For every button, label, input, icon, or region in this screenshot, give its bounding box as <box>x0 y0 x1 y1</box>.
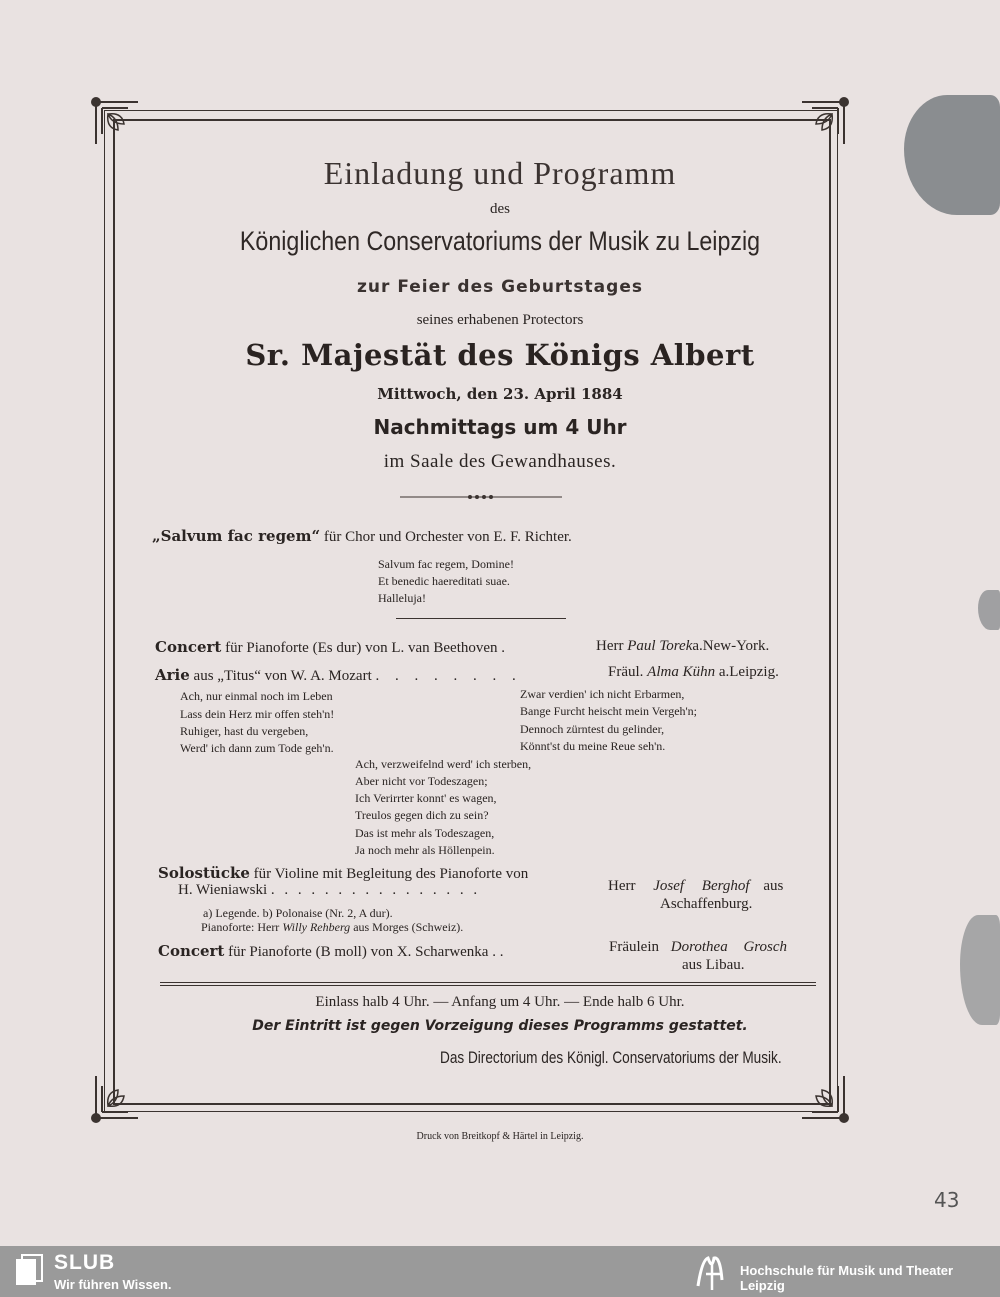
lyric-line: Ach, verzweifelnd werd' ich sterben, <box>355 757 532 771</box>
salvum-title: „Salvum fac regem“ <box>152 527 321 545</box>
leader-dots: . . . . . . . . . . . . . . . . <box>270 882 481 898</box>
concert1-desc: für Pianoforte (Es dur) von L. van Beethoven . <box>225 640 506 656</box>
event-venue: im Saale des Gewandhauses. <box>383 451 617 472</box>
concert2-performer <box>609 939 787 956</box>
hmt-name[interactable]: Hochschule für Musik und Theater Leipzig <box>740 1263 954 1293</box>
institution-name: Königlichen Conservatoriums der Musik zu Leipzig <box>239 226 761 256</box>
program-item-concert-beethoven <box>155 638 505 657</box>
concert1-performer <box>596 638 769 655</box>
solo-pieces: a) Legende. b) Polonaise (Nr. 2, A dur). <box>203 906 393 920</box>
performer-prefix: Herr <box>608 878 636 894</box>
entry-note: Der Eintritt ist gegen Vorzeigung dieses Programms gestattet. <box>252 1018 748 1034</box>
concert2-desc: für Pianoforte (B moll) von X. Scharwenka . . <box>228 944 504 960</box>
lyric-line: Dennoch zürntest du gelinder, <box>520 722 665 736</box>
accomp-name: Willy Rehberg <box>282 920 351 934</box>
performer-name: Josef Berghof <box>653 878 750 894</box>
admission-times: Einlass halb 4 Uhr. — Anfang um 4 Uhr. — Ende halb 6 Uhr. <box>315 994 685 1010</box>
performer-prefix: Herr <box>596 638 624 654</box>
event-date: Mittwoch, den 23. April 1884 <box>377 385 623 403</box>
slub-name[interactable]: SLUB <box>54 1251 116 1274</box>
concert2-title: Concert <box>158 942 225 960</box>
salvum-desc: für Chor und Orchester von E. F. Richter. <box>323 529 572 545</box>
concert1-title: Concert <box>155 638 222 656</box>
arie-title: Arie <box>155 666 190 684</box>
lyric-line: Ich Verirrter konnt' es wagen, <box>355 791 497 805</box>
hmt-logo-icon[interactable] <box>692 1250 732 1294</box>
concert2-performer-city: aus Libau. <box>682 957 745 973</box>
program-item-solo <box>158 864 528 883</box>
arie-performer <box>608 664 779 681</box>
printer-imprint: Druck von Breitkopf & Härtel in Leipzig. <box>416 1131 584 1142</box>
solo-title: Solostücke <box>158 864 250 882</box>
salvum-line: Salvum fac regem, Domine! <box>378 557 514 571</box>
accomp-prefix: Pianoforte: Herr <box>201 920 280 934</box>
section-divider <box>396 618 566 619</box>
page-number: 43 <box>934 1188 960 1212</box>
corner-ornament-icon <box>794 1068 852 1126</box>
lyric-line: Das ist mehr als Todeszagen, <box>355 826 495 840</box>
performer-name: Alma Kühn <box>647 664 716 680</box>
performer-suffix: a.New-York. <box>692 638 770 654</box>
heading-des: des <box>490 201 510 217</box>
solo-performer-city: Aschaffenburg. <box>660 896 753 912</box>
lyric-line: Lass dein Herz mir offen steh'n! <box>180 707 335 721</box>
corner-ornament-icon <box>794 94 852 152</box>
leader-dots: . . . . . . . . <box>375 668 522 684</box>
paper-stain <box>978 590 1000 630</box>
corner-ornament-icon <box>88 94 146 152</box>
footer-divider <box>160 982 816 983</box>
lyric-line: Ruhiger, hast du vergeben, <box>180 724 309 738</box>
solo-composer: H. Wieniawski <box>178 882 268 898</box>
lyric-line: Werd' ich dann zum Tode geh'n. <box>180 741 334 755</box>
solo-composer-line <box>178 882 480 899</box>
occasion-line: zur Feier des Geburtstages <box>357 277 643 297</box>
performer-name: Dorothea Grosch <box>670 939 788 955</box>
signature-line: Das Directorium des Königl. Conservatoriums der Musik. <box>440 1048 782 1067</box>
salvum-line: Halleluja! <box>378 591 426 605</box>
performer-name: Paul Torek <box>627 638 693 654</box>
lyric-line: Zwar verdien' ich nicht Erbarmen, <box>520 687 685 701</box>
lyric-line: Aber nicht vor Todeszagen; <box>355 774 488 788</box>
accomp-suffix: aus Morges (Schweiz). <box>353 920 464 934</box>
lyric-line: Ja noch mehr als Höllenpein. <box>355 843 495 857</box>
solo-performer <box>608 878 783 895</box>
performer-suffix: a.Leipzig. <box>718 664 779 680</box>
event-time: Nachmittags um 4 Uhr <box>373 415 627 439</box>
program-item-salvum <box>152 527 572 546</box>
footer-divider <box>160 985 816 986</box>
program-item-arie <box>155 666 522 685</box>
salvum-line: Et benedic haereditati suae. <box>378 574 510 588</box>
lyric-line: Bange Furcht heischt mein Vergeh'n; <box>520 704 698 718</box>
performer-prefix: Fräul. <box>608 664 644 680</box>
solo-accompanist <box>201 920 463 935</box>
protector-intro: seines erhabenen Protectors <box>416 312 584 328</box>
performer-suffix: aus <box>763 878 784 894</box>
corner-ornament-icon <box>88 1068 146 1126</box>
lyric-line: Könnt'st du meine Reue seh'n. <box>520 739 666 753</box>
bottom-bar <box>0 1246 1000 1297</box>
lyric-line: Ach, nur einmal noch im Leben <box>180 689 333 703</box>
solo-desc: für Violine mit Begleitung des Pianoforte von <box>253 866 529 882</box>
divider-ornament-icon <box>400 494 562 500</box>
program-item-concert-scharwenka <box>158 942 503 961</box>
performer-prefix: Fräulein <box>609 939 659 955</box>
slub-tagline: Wir führen Wissen. <box>54 1277 172 1292</box>
document-title: Einladung und Programm <box>323 155 677 191</box>
slub-logo-icon[interactable] <box>12 1253 48 1289</box>
lyric-line: Treulos gegen dich zu sein? <box>355 808 489 822</box>
king-name: Sr. Majestät des Königs Albert <box>245 338 755 372</box>
arie-desc: aus „Titus“ von W. A. Mozart <box>193 668 372 684</box>
